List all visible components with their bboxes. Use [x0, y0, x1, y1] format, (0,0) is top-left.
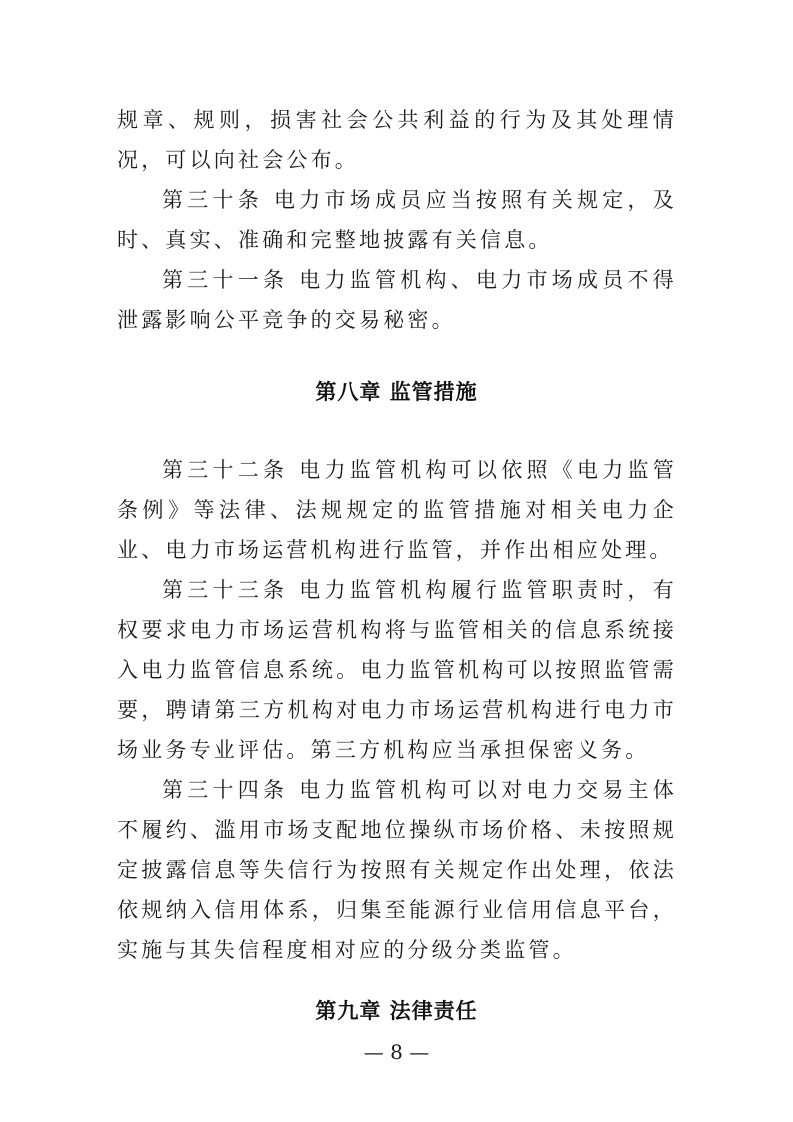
- page-number: — 8 —: [363, 1040, 430, 1064]
- article-33: 第三十三条 电力监管机构履行监管职责时，有权要求电力市场运营机构将与监管相关的信息系统接入电力监管信息系统。电力监管机构可以按照监管需要，聘请第三方机构对电力市场运营机构进行电力市场业务专业评估。第三方机构应当承担保密义务。: [117, 578, 677, 762]
- article-34: 第三十四条 电力监管机构可以对电力交易主体不履约、滥用市场支配地位操纵市场价格、未按照规定披露信息等失信行为按照有关规定作出处理，依法依规纳入信用体系，归集至能源行业信用信息平台，实施与其失信程度相对应的分级分类监管。: [117, 778, 677, 962]
- chapter-heading-8: 第八章 监管措施: [315, 380, 478, 404]
- chapter-heading-9: 第九章 法律责任: [315, 999, 478, 1023]
- article-32: 第三十二条 电力监管机构可以依照《电力监管条例》等法律、法规规定的监管措施对相关电力企业、电力市场运营机构进行监管，并作出相应处理。: [117, 458, 677, 562]
- article-31: 第三十一条 电力监管机构、电力市场成员不得泄露影响公平竞争的交易秘密。: [117, 268, 677, 332]
- paragraph-continuation: 规章、规则，损害社会公共利益的行为及其处理情况，可以向社会公布。: [117, 108, 677, 172]
- article-30: 第三十条 电力市场成员应当按照有关规定，及时、真实、准确和完整地披露有关信息。: [117, 188, 677, 252]
